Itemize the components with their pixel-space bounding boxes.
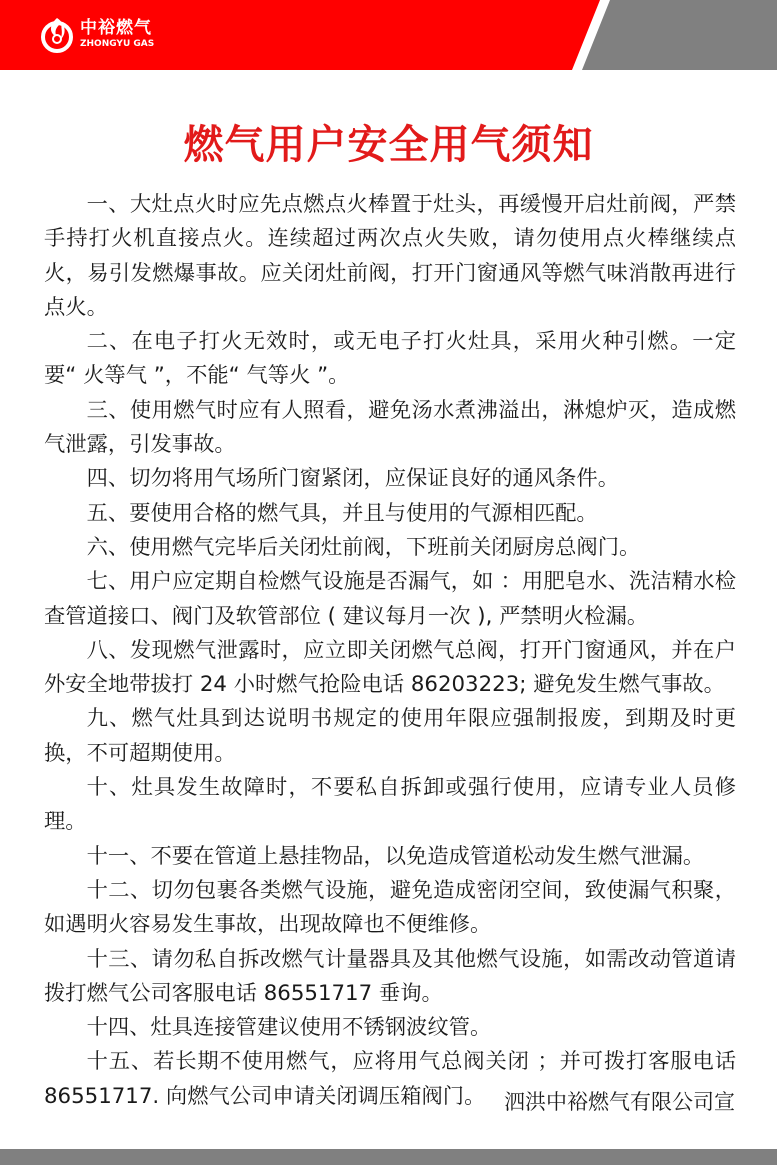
notice-item: 十、灶具发生故障时，不要私自拆卸或强行使用，应请专业人员修理。 (44, 775, 736, 835)
company-logo (40, 14, 154, 54)
notice-item: 十二、切勿包裹各类燃气设施，避免造成密闭空间，致使漏气积聚，如遇明火容易发生事故，出现故障也不便维修。 (44, 877, 736, 938)
signature: 泗洪中裕燃气有限公司宣 (504, 1090, 735, 1114)
notice-item: 一、大灶点火时应先点燃点火棒置于灶头，再缓慢开启灶前阀，严禁手持打火机直接点火。连续超过两次点火失败，请勿使用点火棒继续点火，易引发燃爆事故。应关闭灶前阀，打开门窗通风等燃气味消散再进行点火。 (44, 192, 736, 320)
page-title: 燃气用户安全用气须知 (183, 122, 594, 168)
notice-item: 三、使用燃气时应有人照看，避免汤水煮沸溢出，淋熄炉灭，造成燃气泄露，引发事故。 (44, 397, 736, 458)
logo-name-cn: 中裕燃气 (80, 17, 152, 38)
notice-item: 七、用户应定期自检燃气设施是否漏气，如 ：用肥皂水、洗洁精水检查管道接口、阀门及软管部位 ( 建议每月一次 ), 严禁明火检漏。 (44, 569, 736, 629)
notice-item: 十三、请勿私自拆改燃气计量器具及其他燃气设施，如需改动管道请拨打燃气公司客服电话 86551717 垂询。 (44, 946, 736, 1006)
notice-item: 四、切勿将用气场所门窗紧闭，应保证良好的通风条件。 (86, 466, 620, 492)
footer-gray-band (0, 1149, 777, 1165)
notice-item: 九、燃气灶具到达说明书规定的使用年限应强制报废，到期及时更换，不可超期使用。 (44, 706, 736, 766)
header-banner (0, 0, 777, 72)
notice-item: 八、发现燃气泄露时，应立即关闭燃气总阀，打开门窗通风，并在户外安全地带拔打 24 小时燃气抢险电话 86203223; 避免发生燃气事故。 (44, 637, 736, 698)
notice-item: 六、使用燃气完毕后关闭灶前阀，下班前关闭厨房总阀门。 (86, 534, 641, 560)
notice-item: 十一、不要在管道上悬挂物品，以免造成管道松动发生燃气泄漏。 (86, 843, 705, 869)
notice-item: 五、要使用合格的燃气具，并且与使用的气源相匹配。 (86, 500, 598, 526)
flame-logo-icon (40, 14, 74, 54)
notice-body (44, 188, 736, 1114)
logo-name-en: ZHONGYU GAS (80, 38, 155, 49)
notice-item: 十五、若长期不使用燃气，应将用气总阀关闭 ；并可拨打客服电话 86551717. 向燃气公司申请关闭调压箱阀门。 (44, 1049, 736, 1109)
notice-item: 二、在电子打火无效时，或无电子打火灶具，采用火种引燃。一定要“ 火等气 ”，不能“ 气等火 ”。 (44, 329, 736, 389)
notice-item: 十四、灶具连接管建议使用不锈钢波纹管。 (86, 1015, 492, 1041)
